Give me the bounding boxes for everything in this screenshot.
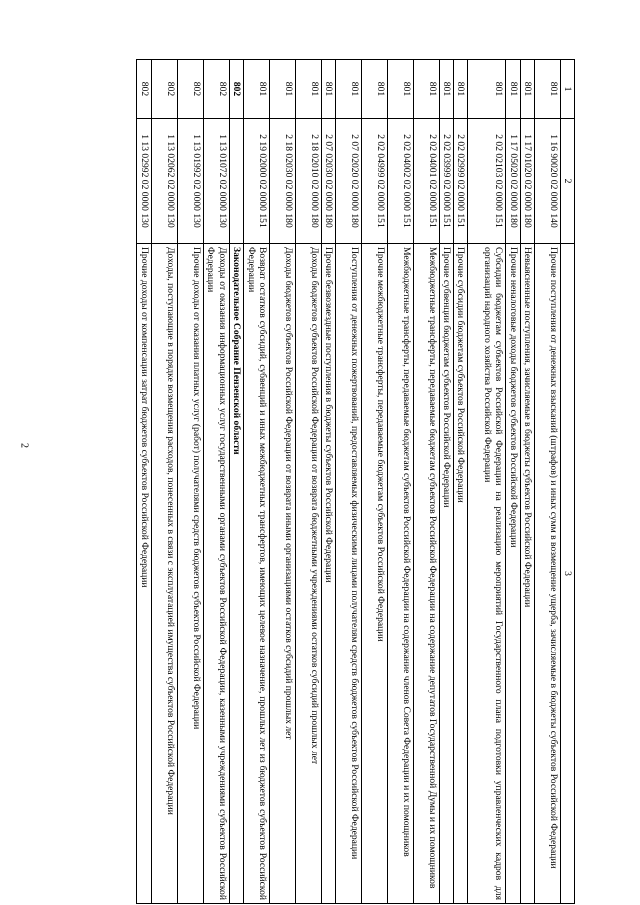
income-code-cell: 2 02 04001 02 0000 151: [413, 119, 439, 244]
table-row: [295, 60, 321, 904]
table-row: [361, 60, 387, 904]
income-name-cell: Доходы, поступающие в порядке возмещения расходов, понесенных в связи с эксплуатацией имущества субъектов Российской Федерации: [151, 244, 177, 904]
table-row: [203, 60, 229, 904]
admin-code-cell: 801: [468, 60, 506, 119]
income-name-cell: Прочие безвозмездные поступления в бюджеты субъектов Российской Федерации: [321, 244, 335, 904]
rotated-table-container: [87, 59, 575, 904]
income-name-cell: Межбюджетные трансферты, передаваемые бюджетам субъектов Российской Федерации на содержание членов Совета Федерации и их помощников: [387, 244, 413, 904]
income-name-cell: Прочие поступления от денежных взысканий (штрафов) и иных сумм в возмещение ущерба, зачисляемые в бюджеты субъектов Российской Федерации: [534, 244, 560, 904]
column-header-2: 2: [560, 119, 574, 244]
page-number: 2: [18, 443, 30, 448]
table-row: [177, 60, 203, 904]
income-name-cell: Возврат остатков субсидий, субвенций и иных межбюджетных трансфертов, имеющих целевое назначение, прошлых лет из бюджетов субъектов Российской Федерации: [243, 244, 269, 904]
admin-code-cell: 802: [151, 60, 177, 119]
income-code-cell: 1 17 01020 02 0000 180: [520, 119, 534, 244]
income-code-cell: 2 02 03999 02 0000 151: [439, 119, 453, 244]
admin-code-cell: 801: [387, 60, 413, 119]
income-code-cell: 1 16 90020 02 0000 140: [534, 119, 560, 244]
table-row: [387, 60, 413, 904]
table-row: [137, 60, 151, 904]
table-row: [506, 60, 520, 904]
income-code-cell: 2 18 02030 02 0000 180: [269, 119, 295, 244]
admin-code-cell: 801: [321, 60, 335, 119]
table-row: [321, 60, 335, 904]
income-code-cell: 2 18 02010 02 0000 180: [295, 119, 321, 244]
admin-code-cell: 801: [361, 60, 387, 119]
table-row: [439, 60, 453, 904]
income-name-cell: Прочие субсидии бюджетам субъектов Российской Федерации: [454, 244, 468, 904]
income-name-cell: Прочие неналоговые доходы бюджетов субъектов Российской Федерации: [506, 244, 520, 904]
income-code-cell: 2 07 02030 02 0000 180: [321, 119, 335, 244]
income-code-cell: [229, 119, 243, 244]
table-row: [454, 60, 468, 904]
admin-code-cell: 802: [177, 60, 203, 119]
income-code-cell: 1 13 02062 02 0000 130: [151, 119, 177, 244]
income-code-cell: 1 17 05020 02 0000 180: [506, 119, 520, 244]
income-code-cell: 2 02 02999 02 0000 151: [454, 119, 468, 244]
column-header-3: 3: [560, 244, 574, 904]
table-row: [243, 60, 269, 904]
income-codes-table: [136, 59, 575, 904]
admin-code-cell: 801: [439, 60, 453, 119]
admin-code-cell: 801: [506, 60, 520, 119]
income-code-cell: 2 19 02000 02 0000 151: [243, 119, 269, 244]
table-row: [534, 60, 560, 904]
income-name-cell: Субсидии бюджетам субъектов Российской Федерации на реализацию мероприятий Государственного плана подготовки управленческих кадров для организаций народного хозяйства Российской Федерации: [468, 244, 506, 904]
table-row: [520, 60, 534, 904]
income-code-cell: 2 02 02103 02 0000 151: [468, 119, 506, 244]
admin-code-cell: 802: [203, 60, 229, 119]
admin-code-cell: 801: [520, 60, 534, 119]
admin-code-cell: 801: [454, 60, 468, 119]
income-name-cell: Прочие субвенции бюджетам субъектов Российской Федерации: [439, 244, 453, 904]
income-code-cell: 1 13 01992 02 0000 130: [177, 119, 203, 244]
table-row: [269, 60, 295, 904]
admin-code-cell: 801: [413, 60, 439, 119]
income-name-cell: Межбюджетные трансферты, передаваемые бюджетам субъектов Российской Федерации на содержание депутатов Государственной Думы и их помощников: [413, 244, 439, 904]
table-row: [413, 60, 439, 904]
admin-code-cell: 801: [335, 60, 361, 119]
admin-code-cell: 801: [295, 60, 321, 119]
income-name-cell: Прочие доходы от оказания платных услуг (работ) получателями средств бюджетов субъектов Российской Федерации: [177, 244, 203, 904]
admin-code-cell: 802: [229, 60, 243, 119]
income-name-cell: Доходы бюджетов субъектов Российской Федерации от возврата иными организациями остатков субсидий прошлых лет: [269, 244, 295, 904]
admin-code-cell: 802: [137, 60, 151, 119]
income-name-cell: Прочие межбюджетные трансферты, передаваемые бюджетам субъектов Российской Федерации: [361, 244, 387, 904]
income-code-cell: 2 02 04002 02 0000 151: [387, 119, 413, 244]
income-name-cell: Поступления от денежных пожертвований, предоставляемых физическими лицами получателям средств бюджетов субъектов Российской Федерации: [335, 244, 361, 904]
income-code-cell: 1 13 01072 02 0000 130: [203, 119, 229, 244]
table-row: [335, 60, 361, 904]
admin-code-cell: 801: [269, 60, 295, 119]
income-name-cell: Невыясненные поступления, зачисляемые в бюджеты субъектов Российской Федерации: [520, 244, 534, 904]
income-name-cell: Доходы от оказания информационных услуг государственными органами субъектов Российской Федерации, казенными учреждениями субъектов Российской Федерации: [203, 244, 229, 904]
income-name-cell: Доходы бюджетов субъектов Российской Федерации от возврата бюджетными учреждениями остатков субсидий прошлых лет: [295, 244, 321, 904]
income-code-cell: 1 13 02992 02 0000 130: [137, 119, 151, 244]
table-header-row: [560, 60, 574, 904]
admin-code-cell: 801: [534, 60, 560, 119]
table-row: [468, 60, 506, 904]
income-code-cell: 2 07 02020 02 0000 180: [335, 119, 361, 244]
income-name-cell: Законодательное Собрание Пензенской области: [229, 244, 243, 904]
admin-code-cell: 801: [243, 60, 269, 119]
column-header-1: 1: [560, 60, 574, 119]
table-row: [151, 60, 177, 904]
income-code-cell: 2 02 04999 02 0000 151: [361, 119, 387, 244]
table-section-row: [229, 60, 243, 904]
income-name-cell: Прочие доходы от компенсации затрат бюджетов субъектов Российской Федерации: [137, 244, 151, 904]
